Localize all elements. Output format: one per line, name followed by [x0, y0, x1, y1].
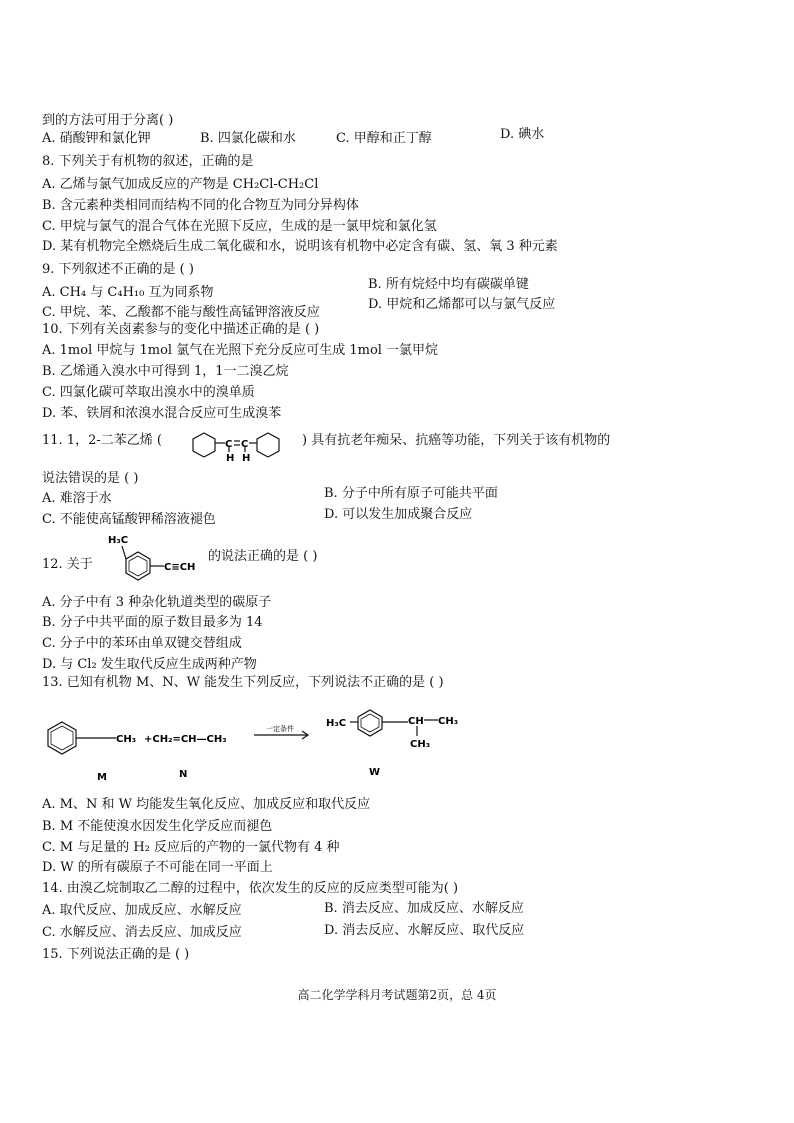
reaction-scheme-svg — [40, 700, 480, 783]
m-ch3-label: CH₃ — [116, 734, 137, 745]
hydrogen-left-label: H — [226, 453, 235, 464]
w-h3c-label: H₃C — [326, 718, 347, 729]
alkyne-label: C≡CH — [164, 562, 196, 573]
q12-option-d: D. 与 Cl₂ 发生取代反应生成两种产物 — [42, 657, 257, 672]
q14-option-d: D. 消去反应、水解反应、取代反应 — [324, 923, 525, 938]
q8-option-d: D. 某有机物完全燃烧后生成二氧化碳和水，说明该有机物中必定含有碳、氢、氧 3 种元素 — [42, 239, 558, 254]
q13-option-c: C. M 与足量的 H₂ 反应后的产物的一氯代物有 4 种 — [42, 840, 340, 855]
q11-option-b: B. 分子中所有原子可能共平面 — [324, 486, 498, 501]
q14-option-b: B. 消去反应、加成反应、水解反应 — [324, 901, 524, 916]
q12-stem-pre: 12. 关于 — [42, 557, 93, 572]
hydrogen-right-label: H — [242, 453, 251, 464]
q7-option-c: C. 甲醇和正丁醇 — [336, 131, 432, 146]
n-formula-label: +CH₂=CH—CH₃ — [144, 734, 227, 745]
w-ch3-down-label: CH₃ — [410, 739, 431, 750]
q8-option-c: C. 甲烷与氯气的混合气体在光照下反应，生成的是一氯甲烷和氯化氢 — [42, 219, 437, 234]
m-benzene-inner — [51, 726, 73, 750]
q13-stem: 13. 已知有机物 M、N、W 能发生下列反应，下列说法不正确的是 ( ) — [42, 675, 444, 690]
benzene-ring-right — [257, 433, 279, 457]
w-ch3-right-label: CH₃ — [438, 716, 459, 727]
stilbene-structure — [172, 425, 300, 465]
q13-option-a: A. M、N 和 W 均能发生氧化反应、加成反应和取代反应 — [42, 797, 371, 812]
benzene-ring-inner — [129, 556, 147, 576]
q11-stem-line2: 说法错误的是 ( ) — [42, 471, 139, 486]
q7-stem: 到的方法可用于分离( ) — [42, 113, 174, 128]
q9-option-c: C. 甲烷、苯、乙酸都不能与酸性高锰钾溶液反应 — [42, 305, 320, 320]
q12-stem-post: 的说法正确的是 ( ) — [208, 549, 318, 564]
q11-option-a: A. 难溶于水 — [42, 491, 112, 506]
q10-option-d: D. 苯、铁屑和浓溴水混合反应可生成溴苯 — [42, 406, 282, 421]
q10-option-a: A. 1mol 甲烷与 1mol 氯气在光照下充分反应可生成 1mol 一氯甲烷 — [42, 343, 439, 358]
q10-option-b: B. 乙烯通入溴水中可得到 1，1一二溴乙烷 — [42, 364, 289, 379]
reaction-condition: 一定条件 — [266, 725, 294, 733]
m-benzene-ring — [48, 722, 76, 754]
q14-option-c: C. 水解反应、消去反应、加成反应 — [42, 925, 242, 940]
q7-option-a: A. 硝酸钾和氯化钾 — [42, 131, 151, 146]
methylphenylacetylene-structure — [104, 532, 208, 590]
methyl-label: H₃C — [108, 535, 129, 546]
q9-option-b: B. 所有烷烃中均有碳碳单键 — [368, 277, 529, 292]
q14-option-a: A. 取代反应、加成反应、水解反应 — [42, 903, 242, 918]
compound-w-label: W — [369, 767, 381, 778]
q13-option-b: B. M 不能使溴水因发生化学反应而褪色 — [42, 819, 273, 834]
reaction-scheme — [40, 700, 480, 783]
q14-stem: 14. 由溴乙烷制取乙二醇的过程中，依次发生的反应的反应类型可能为( ) — [42, 881, 459, 896]
carbon-right-label: C — [241, 439, 249, 450]
q12-structure-svg — [104, 532, 208, 590]
w-ch-label: CH — [408, 716, 424, 727]
q12-option-a: A. 分子中有 3 种杂化轨道类型的碳原子 — [42, 595, 272, 610]
q11-option-c: C. 不能使高锰酸钾稀溶液褪色 — [42, 512, 216, 527]
q11-stem-post: ) 具有抗老年痴呆、抗癌等功能，下列关于该有机物的 — [302, 433, 611, 448]
carbon-left-label: C — [225, 439, 233, 450]
page-footer: 高二化学学科月考试题第2页，总 4页 — [297, 988, 497, 1002]
q15-stem: 15. 下列说法正确的是 ( ) — [42, 947, 190, 962]
q9-option-a: A. CH₄ 与 C₄H₁₀ 互为同系物 — [42, 285, 214, 300]
q8-stem: 8. 下列关于有机物的叙述，正确的是 — [42, 154, 254, 169]
methyl-bond — [122, 546, 126, 559]
q10-stem: 10. 下列有关卤素参与的变化中描述正确的是 ( ) — [42, 322, 320, 337]
q7-option-d: D. 碘水 — [500, 127, 545, 142]
q13-option-d: D. W 的所有碳原子不可能在同一平面上 — [42, 860, 273, 875]
w-benzene-inner — [361, 714, 379, 732]
q12-option-b: B. 分子中共平面的原子数目最多为 14 — [42, 615, 263, 630]
compound-n-label: N — [179, 769, 188, 780]
q12-option-c: C. 分子中的苯环由单双键交替组成 — [42, 636, 242, 651]
q10-option-c: C. 四氯化碳可萃取出溴水中的溴单质 — [42, 385, 255, 400]
q11-stem-pre: 11. 1，2-二苯乙烯 ( — [42, 433, 162, 448]
stilbene-svg — [172, 425, 300, 465]
q8-option-b: B. 含元素种类相同而结构不同的化合物互为同分异构体 — [42, 198, 359, 213]
q8-option-a: A. 乙烯与氯气加成反应的产物是 CH₂Cl-CH₂Cl — [42, 177, 319, 192]
q11-option-d: D. 可以发生加成聚合反应 — [324, 507, 473, 522]
compound-m-label: M — [97, 772, 107, 783]
q7-option-b: B. 四氯化碳和水 — [200, 131, 296, 146]
q9-stem: 9. 下列叙述不正确的是 ( ) — [42, 262, 194, 277]
q9-option-d: D. 甲烷和乙烯都可以与氯气反应 — [368, 297, 556, 312]
benzene-ring-left — [193, 433, 215, 457]
